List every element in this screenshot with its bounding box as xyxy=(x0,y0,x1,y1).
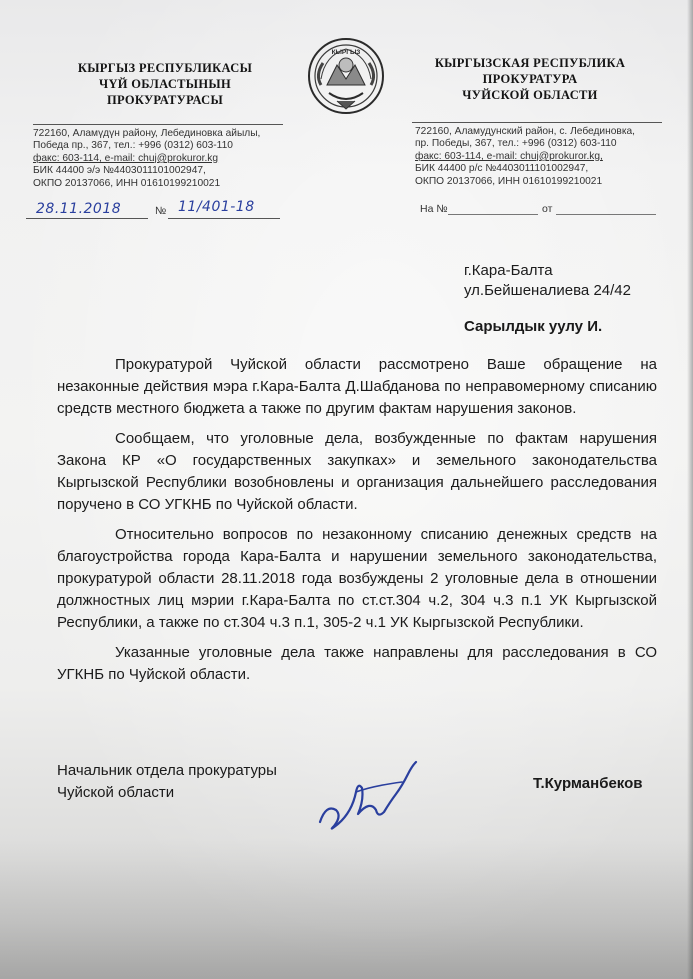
signer-title xyxy=(57,760,277,804)
outgoing-date: 28.11.2018 xyxy=(36,201,122,217)
header-divider-left xyxy=(33,124,283,125)
header-kyrgyz xyxy=(50,60,280,108)
date-underline xyxy=(26,218,148,219)
page-bottom-shadow xyxy=(0,839,693,979)
state-emblem-icon xyxy=(307,35,385,117)
incoming-number-label: На № xyxy=(420,203,448,215)
outgoing-number: 11/401-18 xyxy=(178,199,255,215)
signer-name: Т.Курманбеков xyxy=(533,775,643,792)
body-paragraph: Прокуратурой Чуйской области рассмотрено Ваше обращение на незаконные действия мэра г.Кара-Балта Д.Шабданова по неправомерному списанию средств местного бюджета а также по другим фактам нарушения законов. xyxy=(57,356,657,417)
contact-line: БИК 44400 э/э №4403011101002947, xyxy=(33,165,206,177)
signer-title-line: Начальник отдела прокуратуры xyxy=(57,762,277,779)
header-kyrgyz-line: ЧҮЙ ОБЛАСТЫНЫН xyxy=(98,77,231,91)
signer-title-line: Чуйской области xyxy=(57,784,175,801)
page-edge-shadow xyxy=(687,0,693,979)
recipient-name: Сарылдык уулу И. xyxy=(464,318,603,335)
contact-line: БИК 44400 р/с №4403011101002947, xyxy=(415,163,589,175)
outgoing-number-label: № xyxy=(155,205,167,217)
contact-line: 722160, Аламудунский район, с. Лебединовка, xyxy=(415,126,636,137)
incoming-from-label: от xyxy=(542,203,553,215)
contact-line[interactable]: факс: 603-114, e-mail: chuj@prokuror.kg, xyxy=(415,150,603,162)
header-kyrgyz-line: ПРОКУРАТУРАСЫ xyxy=(106,93,224,107)
letter-body xyxy=(57,354,657,694)
incoming-date-line xyxy=(556,214,656,215)
contact-line: Победа пр., 367, тел.: +996 (0312) 603-110 xyxy=(33,140,233,152)
signature-icon xyxy=(312,752,422,842)
header-russian-line: ПРОКУРАТУРА xyxy=(482,72,578,86)
body-paragraph: Сообщаем, что уголовные дела, возбужденные по фактам нарушения Закона КР «О государственных закупках» и земельного законодательства Кыргызской Республики возобновлены и организация дальнейшего расследования поручено в СО УГКНБ по Чуйской области. xyxy=(57,430,657,513)
contact-line: 722160, Аламүдүн району, Лебединовка айылы, xyxy=(33,128,261,139)
address-street: ул.Бейшеналиева 24/42 xyxy=(464,282,631,299)
address-city: г.Кара-Балта xyxy=(464,262,553,279)
contacts-russian xyxy=(415,126,635,188)
header-divider-right xyxy=(412,122,662,123)
header-kyrgyz-line: КЫРГЫЗ РЕСПУБЛИКАСЫ xyxy=(77,61,253,75)
header-russian-line: КЫРГЫЗСКАЯ РЕСПУБЛИКА xyxy=(434,56,626,70)
body-paragraph: Относительно вопросов по незаконному списанию денежных средств на благоустройства города Кара-Балта и нарушении земельного законодательства, прокуратурой области 28.11.2018 года возбуждены 2 уголовные дела в отношении должностных лиц мэрии г.Кара-Балта по ст.ст.304 ч.2, 304 ч.3 п.1 УК Кыргызской Республики, а также по ст.304 ч.3 п.1, 305-2 ч.1 УК Кыргызской Республики. xyxy=(57,526,657,631)
contact-line: ОКПО 20137066, ИНН 01610199210021 xyxy=(33,177,221,189)
contact-line: пр. Победы, 367, тел.: +996 (0312) 603-110 xyxy=(415,138,617,150)
emblem-text: КЫРГЫЗ xyxy=(331,49,361,56)
header-russian-line: ЧУЙСКОЙ ОБЛАСТИ xyxy=(462,88,598,102)
contacts-kyrgyz xyxy=(33,128,260,190)
contact-line[interactable]: факс: 603-114, e-mail: chuj@prokuror.kg xyxy=(33,152,219,164)
header-russian xyxy=(410,55,650,103)
number-underline xyxy=(168,218,280,219)
incoming-number-line xyxy=(448,214,538,215)
body-paragraph: Указанные уголовные дела также направлены для расследования в СО УГКНБ по Чуйской области. xyxy=(57,644,657,683)
contact-line: ОКПО 20137066, ИНН 01610199210021 xyxy=(415,175,603,187)
